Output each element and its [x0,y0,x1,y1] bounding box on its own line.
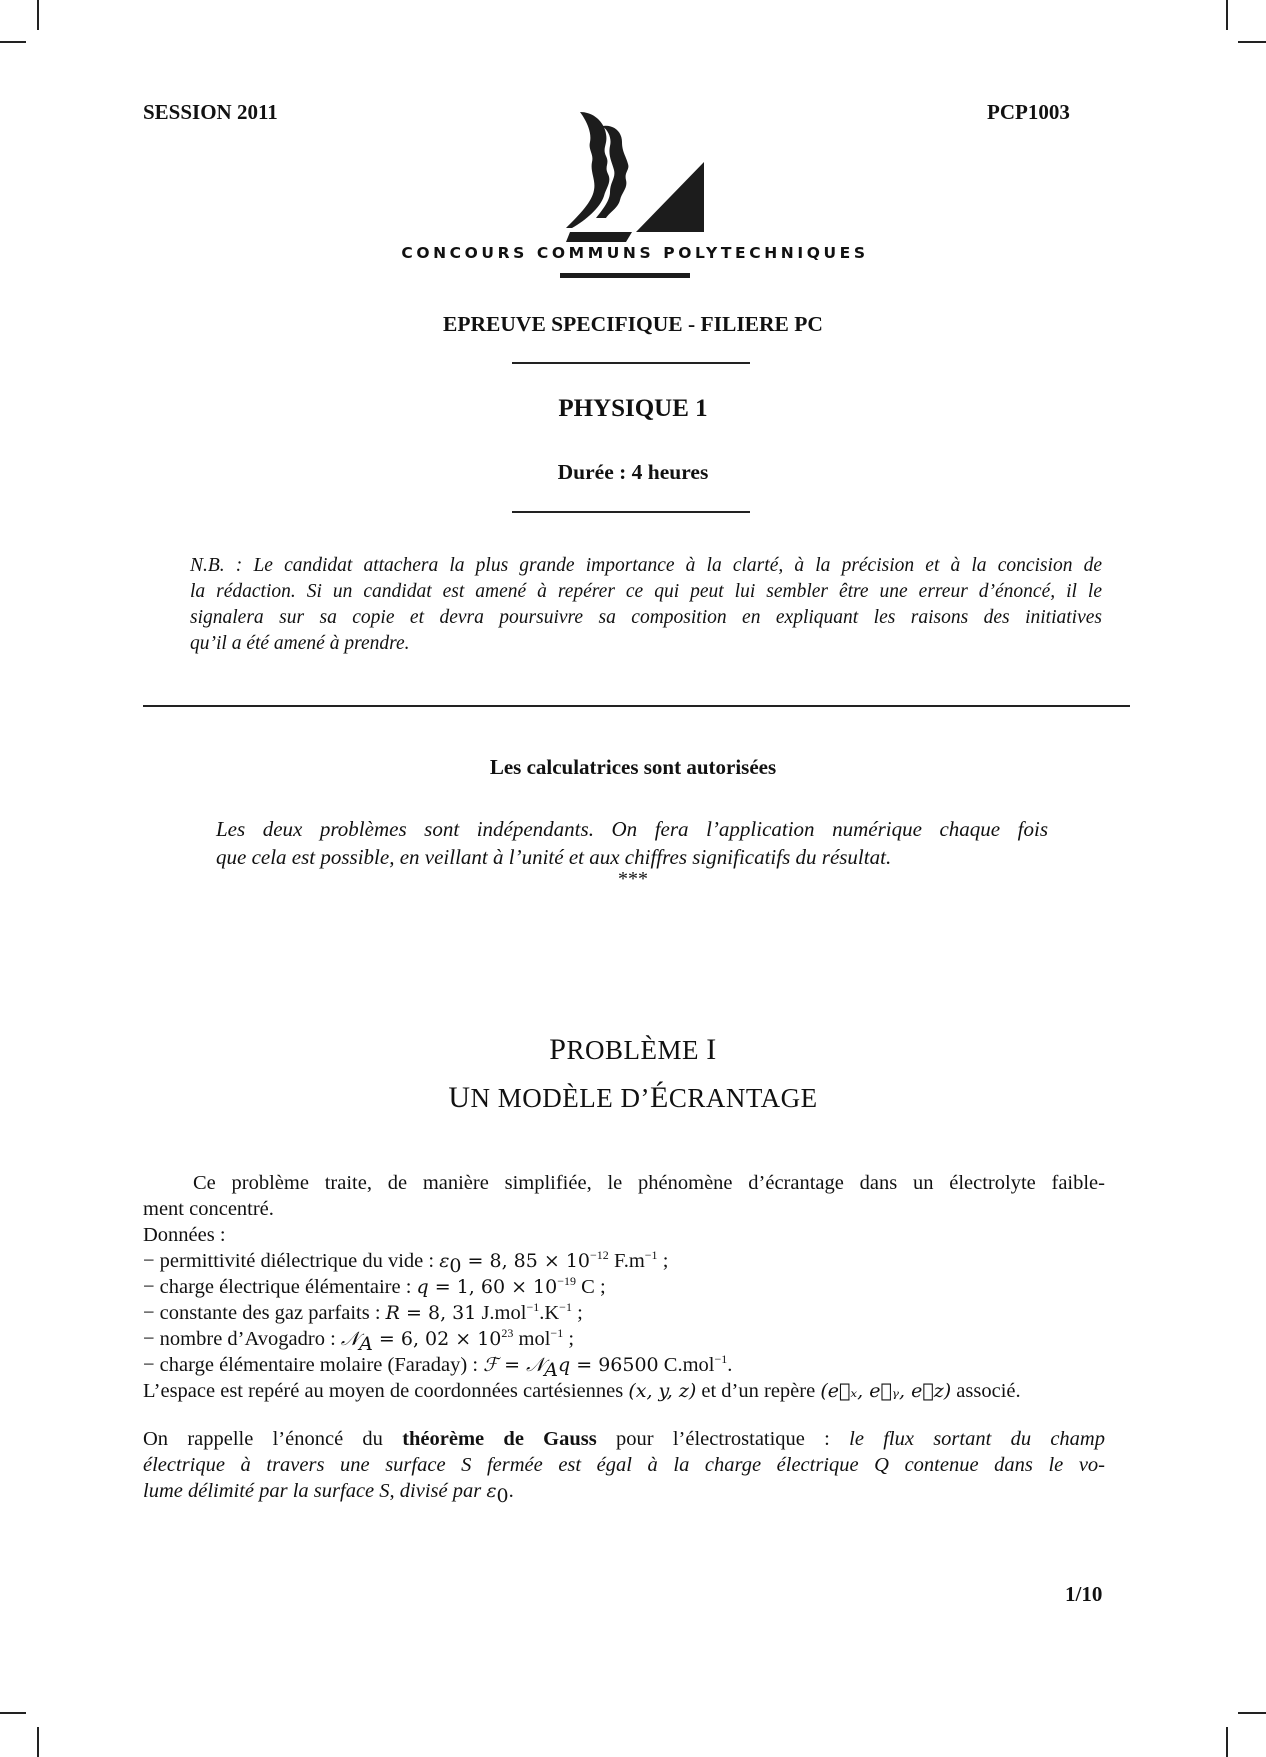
data-item-charge: − charge électrique élémentaire : q = 1, $60 \times 10^{-19}$ C ; [143,1274,606,1298]
crop-mark-bottom-left-h [0,1712,26,1714]
crop-mark-top-right-v [1226,0,1228,30]
intro-line-2: ment concentré. [143,1198,274,1220]
section-divider [143,705,1130,707]
crop-mark-bottom-right-v [1226,1727,1228,1757]
nb-line: signalera sur sa copie et devra poursuivre sa composition en expliquant les raisons des initiatives [190,607,1102,628]
nb-line: qu’il a été amené à prendre. [190,633,410,654]
data-item-faraday: − charge élémentaire molaire (Faraday) : ℱ = 𝒩$_A$q = 96500 C.mol$^{-1}$. [143,1352,733,1382]
donnees-label: Données : [143,1224,226,1246]
crop-mark-top-right-h [1238,41,1266,43]
logo-underline [560,273,690,278]
nb-line: la rédaction. Si un candidat est amené à repérer ce qui peut lui sembler être une erreur d’énoncé, il le [190,581,1102,602]
data-item-epsilon0: − permittivité diélectrique du vide : $\varepsilon_0 = 8$, $85 \times 10^{-12}$ $F.m^{-1}$ ; [143,1248,669,1278]
session-label: SESSION 2011 [143,100,278,124]
epreuve-title: EPREUVE SPECIFIQUE - FILIERE PC [443,312,823,336]
problem-number: PROBLÈME I [549,1033,717,1066]
problem-title: UN MODÈLE D’ÉCRANTAGE [448,1081,818,1114]
intro-line: Les deux problèmes sont indépendants. On fera l’application numérique chaque fois [216,817,1048,841]
faces-profile-logo-icon [566,110,706,260]
problem-body [143,1170,1105,1508]
subject-title: PHYSIQUE 1 [558,395,708,422]
duration-label: Durée : 4 heures [557,460,709,484]
crop-mark-bottom-right-h [1238,1712,1266,1714]
title-rule-2 [512,511,750,513]
exam-code: PCP1003 [987,100,1070,124]
logo-text: CONCOURS COMMUNS POLYTECHNIQUES [401,244,869,262]
crop-mark-bottom-left-v [37,1727,39,1757]
nb-paragraph [190,553,1102,657]
nb-line: N.B. : Le candidat attachera la plus grande importance à la clarté, à la précision et à la concision de [190,555,1102,576]
gauss-line-1: On rappelle l’énoncé du théorème de Gauss pour l’électrostatique : le flux sortant du champ [143,1428,1105,1450]
gauss-line-2: électrique à travers une surface S fermée est égal à la charge électrique Q contenue dans le vo- [143,1454,1105,1476]
title-rule-1 [512,362,750,364]
data-item-gas-constant: − constante des gaz parfaits : R = 8, 31 $J.mol^{-1}.K^{-1}$ ; [143,1300,583,1324]
intro-line: que cela est possible, en veillant à l’unité et aux chiffres significatifs du résultat. [216,845,892,869]
data-item-avogadro: − nombre d’Avogadro : 𝒩$_A$ = 6, $02 \times 10^{23}$ mol$^{-1}$ ; [143,1326,575,1356]
crop-mark-top-left-v [37,0,39,30]
page-number: 1/10 [1065,1582,1103,1606]
crop-mark-top-left-h [0,41,26,43]
intro-paragraph [216,815,1048,871]
intro-line-1: Ce problème traite, de manière simplifiée, le phénomène d’écrantage dans un électrolyte faible- [193,1172,1105,1194]
separator-stars: *** [618,868,648,890]
paragraph-gap [143,1404,1105,1426]
calculators-heading: Les calculatrices sont autorisées [489,755,777,779]
coordinate-system-line: L’espace est repéré au moyen de coordonnées cartésiennes (x, y, z) et d’un repère (e⃗ₓ, e⃗ᵧ, e⃗z) associé. [143,1380,1021,1402]
gauss-line-3: lume délimité par la surface S, divisé par $\varepsilon_0$. [143,1480,514,1508]
